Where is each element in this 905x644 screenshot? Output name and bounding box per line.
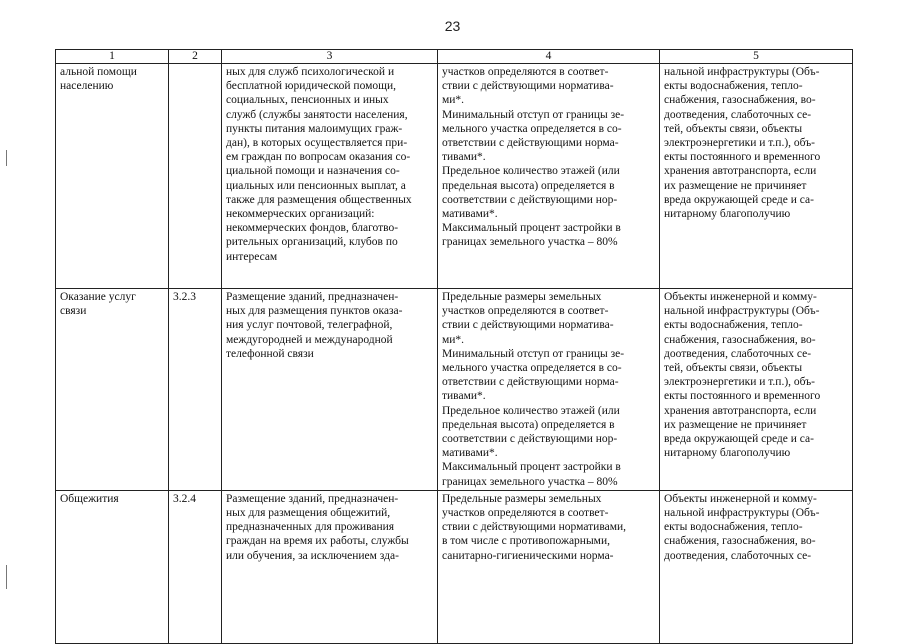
- parameters-cell: [438, 490, 660, 643]
- use-name-cell: [56, 289, 169, 491]
- description-cell: [222, 289, 438, 491]
- auxiliary-cell: [660, 289, 853, 491]
- auxiliary-uses: нальной инфраструктуры (Объ- екты водоснабжения, тепло- снабжения, газоснабжения, во- доотведения, слаботочных се- тей, объекты связи, объекты электроэнергетики и т.п.), объ- екты постоянного и временного хранения автотранспорта, если их размещение не причиняет вреда окружающей среде и са- нитарному благополучию: [664, 66, 821, 221]
- use-parameters: Предельные размеры земельных участков определяются в соответ- ствии с действующими норматива- ми*. Минимальный отступ от границы зе- мельного участка определяется в со- ответствии с действующими норма- тивами*. Предельное количество этажей (или предельная высота) определяется в соответствии с действующими нор- мативами*. Максимальный процент застройки в границах земельного участка – 80%: [442, 291, 625, 488]
- use-code-cell: [169, 64, 222, 289]
- use-description: Размещение зданий, предназначен- ных для размещения пунктов оказа- ния услуг почтовой, телеграфной, междугородней и международной телефонной связи: [226, 291, 403, 360]
- use-code-cell: [169, 490, 222, 643]
- use-name: Оказание услуг связи: [60, 291, 136, 318]
- table-row: [56, 289, 853, 491]
- auxiliary-cell: [660, 490, 853, 643]
- use-code: 3.2.4: [173, 492, 196, 505]
- use-parameters: Предельные размеры земельных участков определяются в соответ- ствии с действующими нормативами, в том числе с противопожарными, санитарно-гигиеническими норма-: [442, 492, 627, 562]
- auxiliary-cell: [660, 64, 853, 289]
- description-cell: [222, 64, 438, 289]
- use-parameters: участков определяются в соответ- ствии с действующими норматива- ми*. Минимальный отступ от границы зе- мельного участка определяется в со- ответствии с действующими норма- тивами*. Предельное количество этажей (или предельная высота) определяется в соответствии с действующими нор- мативами*. Максимальный процент застройки в границах земельного участка – 80%: [442, 66, 625, 249]
- land-use-table: [55, 49, 853, 644]
- column-header: 1: [56, 50, 169, 64]
- use-name-cell: [56, 64, 169, 289]
- use-code: 3.2.3: [173, 291, 196, 303]
- table-row: [56, 64, 853, 289]
- description-cell: [222, 490, 438, 643]
- parameters-cell: [438, 64, 660, 289]
- use-name: Общежития: [60, 492, 119, 505]
- parameters-cell: [438, 289, 660, 491]
- use-name-cell: [56, 490, 169, 643]
- margin-mark: [6, 150, 7, 166]
- column-header: 2: [169, 50, 222, 64]
- page-number: 23: [444, 18, 461, 34]
- column-header: 5: [660, 50, 853, 64]
- column-header: 3: [222, 50, 438, 64]
- use-description: ных для служб психологической и бесплатной юридической помощи, социальных, пенсионных и иных служб (службы занятости населения, пункты питания малоимущих граж- дан), в которых осуществляется при- ем граждан по вопросам оказания со- циальной помощи и назначения со- циальных или пенсионных выплат, а также для размещения общественных некоммерческих организаций: некоммерческих фондов, благотво- рительных организаций, клубов по интересам: [226, 66, 412, 263]
- use-description: Размещение зданий, предназначен- ных для размещения общежитий, предназначенных для проживания граждан на время их работы, службы или обучения, за исключением зда-: [226, 492, 409, 562]
- use-name: альной помощи населению: [60, 66, 137, 93]
- auxiliary-uses: Объекты инженерной и комму- нальной инфраструктуры (Объ- екты водоснабжения, тепло- снабжения, газоснабжения, во- доотведения, слаботочных се-: [664, 492, 820, 562]
- table-row: [56, 490, 853, 643]
- margin-mark: [6, 565, 7, 589]
- column-header: 4: [438, 50, 660, 64]
- auxiliary-uses: Объекты инженерной и комму- нальной инфраструктуры (Объ- екты водоснабжения, тепло- снабжения, газоснабжения, во- доотведения, слаботочных се- тей, объекты связи, объекты электроэнергетики и т.п.), объ- екты постоянного и временного хранения автотранспорта, если их размещение не причиняет вреда окружающей среде и са- нитарному благополучию: [664, 291, 821, 460]
- header-row: [56, 50, 853, 64]
- use-code-cell: [169, 289, 222, 491]
